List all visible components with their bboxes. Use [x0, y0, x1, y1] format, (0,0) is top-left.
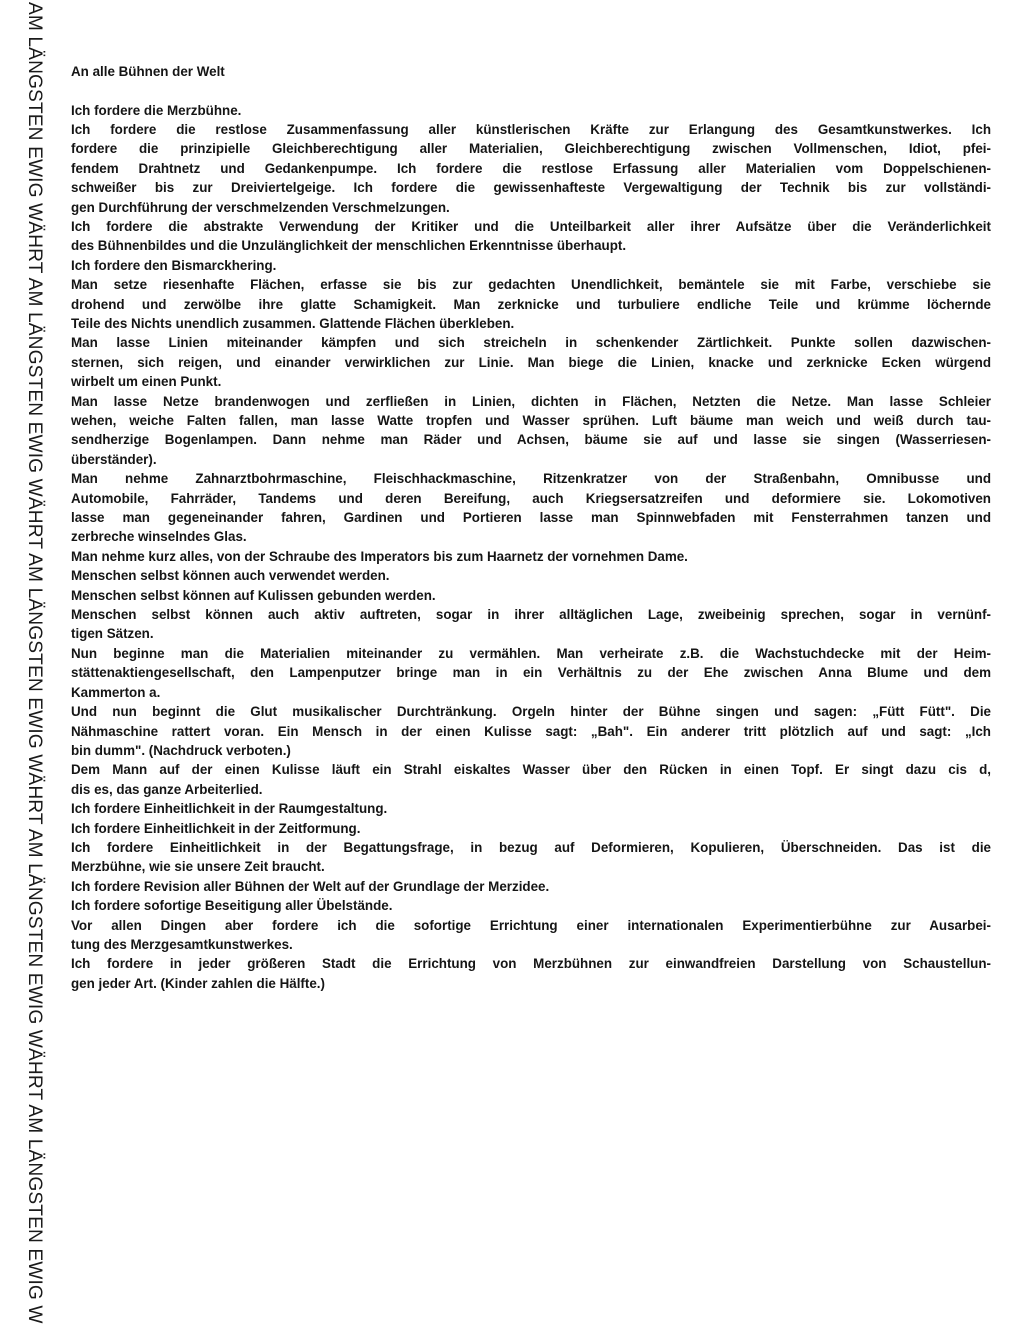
text-line: tigen Sätzen.: [71, 626, 154, 642]
text-line: bin dumm". (Nachdruck verboten.): [71, 742, 291, 758]
text-line: sendherzige Bogenlampen. Dann nehme man Räder und Achsen, bäume sie auf und lasse sie singen (Wasserriesen-: [71, 432, 991, 448]
text-line: Ich fordere Einheitlichkeit in der Begattungsfrage, in bezug auf Deformieren, Kopulieren, Überschneiden. Das ist die: [71, 839, 991, 855]
text-line: Teile des Nichts unendlich zusammen. Glattende Flächen überkleben.: [71, 315, 515, 331]
manifesto-body: [71, 101, 991, 994]
text-line: wehen, weiche Falten fallen, man lasse Watte tropfen und Wasser sprühen. Luft bäume man weich und weiß durch tau-: [71, 413, 991, 428]
text-line: Menschen selbst können auf Kulissen gebunden werden.: [71, 587, 436, 603]
text-line: Ich fordere Einheitlichkeit in der Raumgestaltung.: [71, 801, 388, 817]
text-line: Ich fordere den Bismarckhering.: [71, 257, 277, 273]
text-line: wirbelt um einen Punkt.: [71, 374, 222, 390]
text-line: Man lasse Linien miteinander kämpfen und sich streicheln in schenkender Zärtlichkeit. Punkte sollen dazwischen-: [71, 335, 991, 351]
text-line: Menschen selbst können auch aktiv auftreten, sogar in ihrer alltäglichen Lage, zweibeinig sprechen, sogar in vernünf-: [71, 607, 991, 623]
text-line: Automobile, Fahrräder, Tandems und deren Bereifung, auch Kriegsersatzreifen und deformiere sie. Lokomotiven: [71, 490, 991, 506]
text-line: Ich fordere Revision aller Bühnen der Welt auf der Grundlage der Merzidee.: [71, 878, 550, 894]
text-line: Und nun beginnt die Glut musikalischer Durchtränkung. Orgeln hinter der Bühne singen und sagen: „Fütt Fütt". Die: [71, 704, 991, 720]
text-line: Vor allen Dingen aber fordere ich die sofortige Errichtung einer internationalen Experimentierbühne zur Ausarbei-: [71, 917, 991, 933]
manifesto-text-block: [71, 62, 991, 993]
text-line: stättenaktiengesellschaft, den Lampenputzer bringe man in ein Verhältnis zu der Ehe zwischen Anna Blume und dem: [71, 665, 991, 681]
title-spacer: [71, 81, 991, 101]
text-line: tung des Merzgesamtkunstwerkes.: [71, 936, 293, 952]
text-line: Ich fordere in jeder größeren Stadt die Errichtung von Merzbühnen zur einwandfreien Darstellung von Schaustellun-: [71, 956, 991, 972]
text-line: gen jeder Art. (Kinder zahlen die Hälfte.): [71, 975, 325, 991]
text-line: Ich fordere die restlose Zusammenfassung aller künstlerischen Kräfte zur Erlangung des Gesamtkunstwerkes. Ich: [71, 121, 991, 137]
text-line: schweißer bis zur Dreiviertelgeige. Ich fordere die gewissenhafteste Vergewaltigung der Technik bis zur vollständi-: [71, 180, 991, 196]
text-line: Menschen selbst können auch verwendet werden.: [71, 568, 390, 584]
text-line: Man setze riesenhafte Flächen, erfasse sie bis zur gedachten Unendlichkeit, bemäntele sie mit Farbe, verschiebe sie: [71, 277, 991, 293]
text-line: Man nehme Zahnarztbohrmaschine, Fleischhackmaschine, Ritzenkratzer von der Straßenbahn, Omnibusse und: [71, 471, 991, 487]
text-line: zerbreche winselndes Glas.: [71, 529, 247, 545]
text-line: gen Durchführung der verschmelzenden Verschmelzungen.: [71, 199, 450, 215]
text-line: sternen, sich reigen, und einander verwirklichen zur Linie. Man biege die Linien, knacke und zerknicke Ecken würgend: [71, 354, 991, 370]
text-line: Ich fordere Einheitlichkeit in der Zeitformung.: [71, 820, 361, 836]
text-line: Nähmaschine rattert voran. Ein Mensch in der einen Kulisse sagt: „Bah". Ein anderer tritt plötzlich auf und sagt: „Ich: [71, 723, 991, 739]
vertical-repeated-motto: AM LÄNGSTEN EWIG WÄHRT AM LÄNGSTEN EWIG WÄHRT AM LÄNGSTEN EWIG WÄHRT AM LÄNGSTEN EWIG WÄHRT AM LÄNGSTEN EWIG W: [24, 2, 45, 1324]
text-line: fordere die prinzipielle Gleichberechtigung aller Materialien, Gleichberechtigung zwischen Vollmenschen, Idiot, pfei-: [71, 141, 991, 157]
text-line: drohend und zerwölbe ihre glatte Schamigkeit. Man zerknicke und turbuliere endliche Teile und krümme löchernde: [71, 296, 991, 312]
text-line: dis es, das ganze Arbeiterlied.: [71, 781, 263, 797]
text-line: Ich fordere die abstrakte Verwendung der Kritiker und die Unteilbarkeit aller ihrer Aufsätze über die Veränderlichkeit: [71, 218, 991, 234]
text-line: Ich fordere sofortige Beseitigung aller Übelstände.: [71, 898, 393, 914]
text-line: Man lasse Netze brandenwogen und zerfließen in Linien, dichten in Flächen, Netzten die Netze. Man lasse Schleier: [71, 393, 991, 409]
text-line: Man nehme kurz alles, von der Schraube des Imperators bis zum Haarnetz der vornehmen Dame.: [71, 548, 688, 564]
text-line: Kammerton a.: [71, 684, 161, 700]
text-line: lasse man gegeneinander fahren, Gardinen und Portieren lasse man Spinnwebfaden mit Fensterrahmen tanzen und: [71, 510, 991, 526]
text-line: fendem Drahtnetz und Gedankenpumpe. Ich fordere die restlose Erfassung aller Materialien vom Doppelschienen-: [71, 160, 991, 176]
text-line: Merzbühne, wie sie unsere Zeit braucht.: [71, 859, 325, 875]
page-title: An alle Bühnen der Welt: [71, 64, 225, 79]
side-margin-strip: [0, 0, 60, 1324]
text-line: Ich fordere die Merzbühne.: [71, 102, 242, 118]
text-line: überständer).: [71, 451, 157, 467]
text-line: Dem Mann auf der einen Kulisse läuft ein Strahl eiskaltes Wasser über den Rücken in einen Topf. Er singt dazu cis d,: [71, 762, 991, 778]
text-line: des Bühnenbildes und die Unzulänglichkeit der menschlichen Erkenntnisse überhaupt.: [71, 238, 627, 254]
text-line: Nun beginne man die Materialien miteinander zu vermählen. Man verheirate z.B. die Wachstuchdecke mit der Heim-: [71, 645, 991, 661]
